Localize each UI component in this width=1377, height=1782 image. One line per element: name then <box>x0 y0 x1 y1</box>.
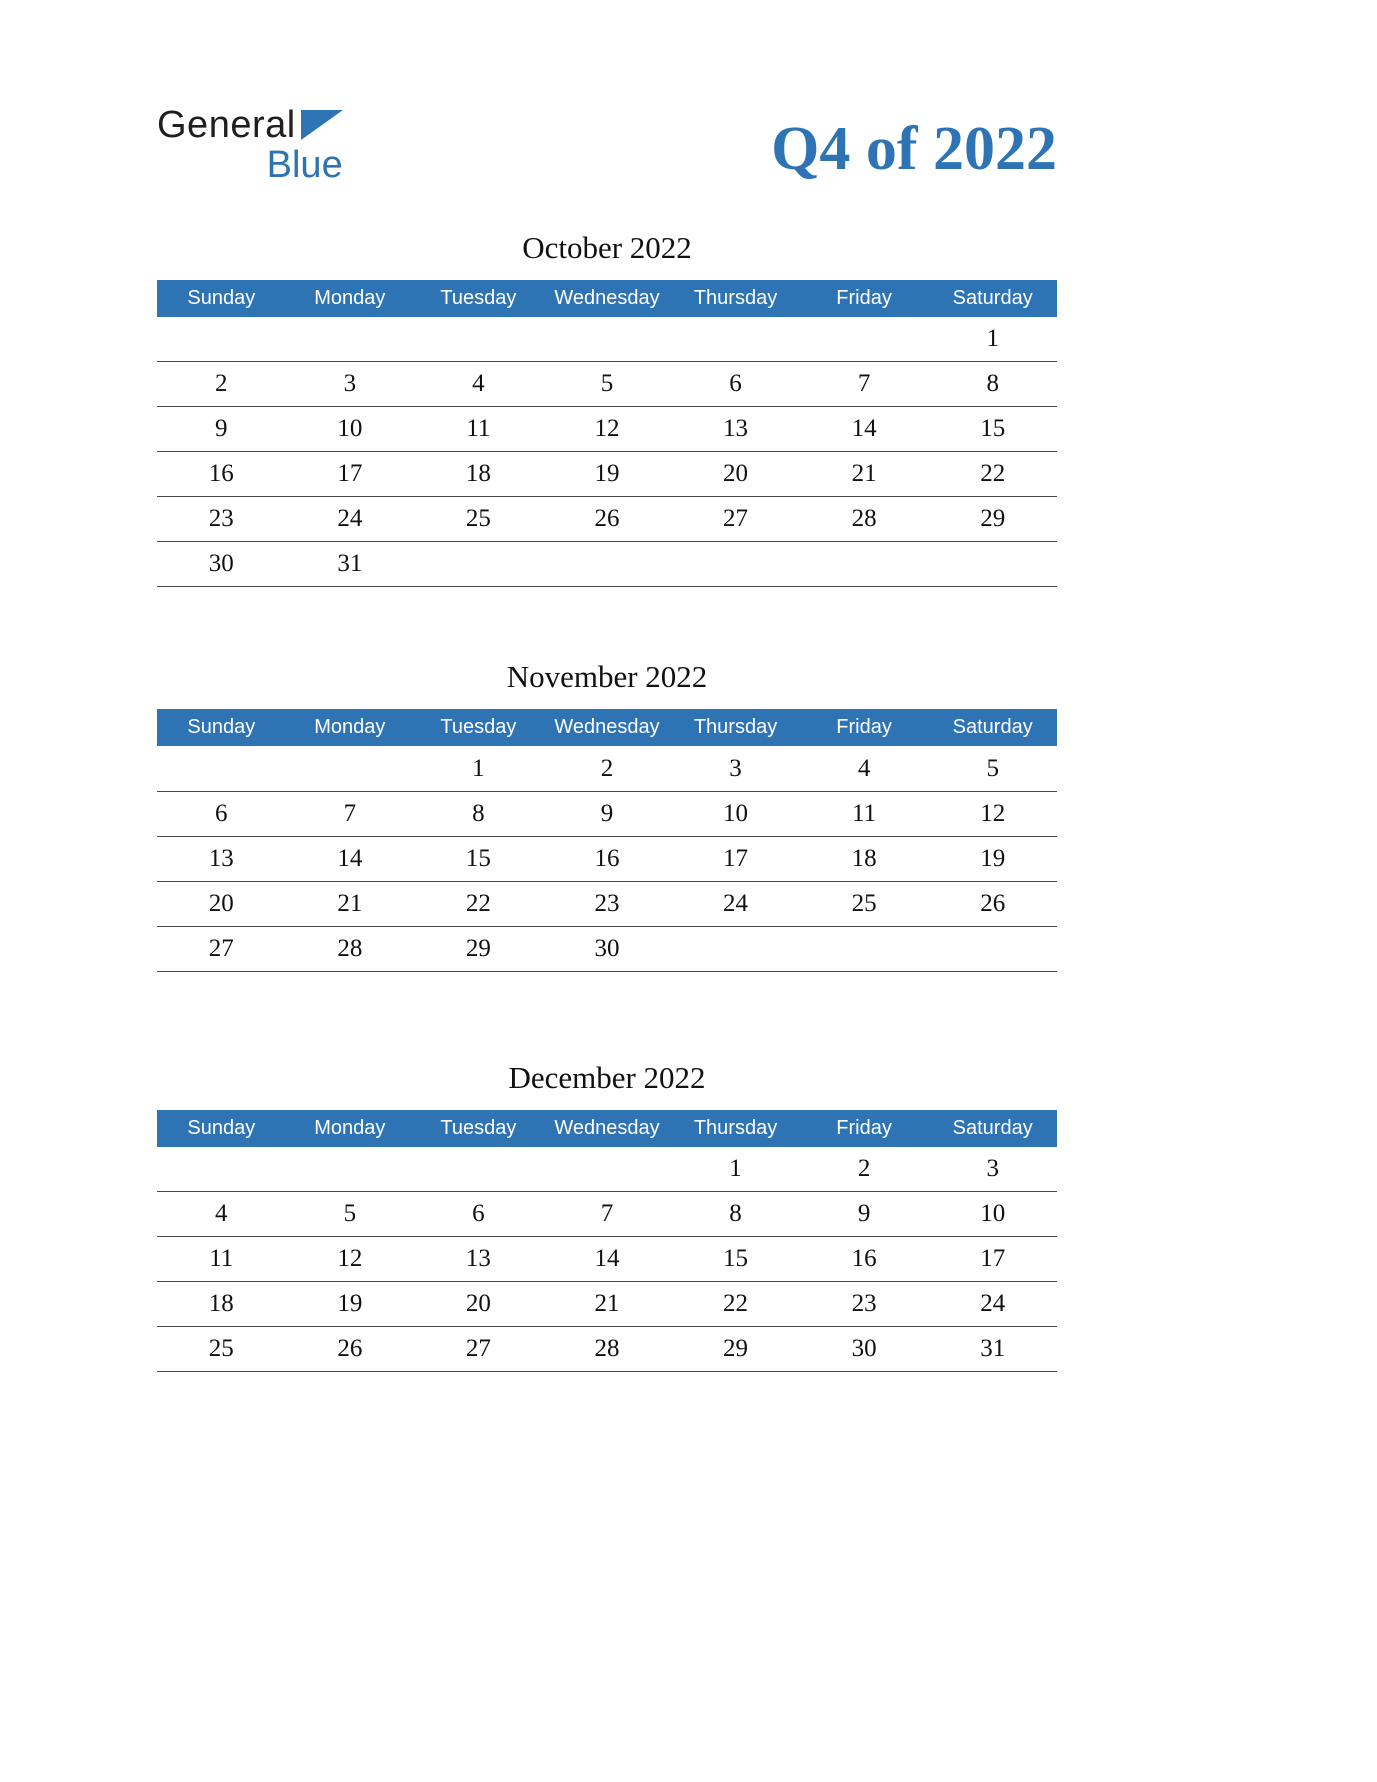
week-row <box>157 1192 1057 1237</box>
day-cell: 16 <box>543 836 672 881</box>
day-cell: 21 <box>543 1282 672 1327</box>
day-cell: 30 <box>157 542 286 587</box>
empty-day-cell <box>543 542 672 587</box>
logo-line-1 <box>157 106 343 146</box>
weekday-header-friday: Friday <box>800 1110 929 1147</box>
day-cell: 17 <box>928 1237 1057 1282</box>
empty-day-cell <box>928 542 1057 587</box>
day-cell: 9 <box>543 791 672 836</box>
day-cell: 30 <box>800 1327 929 1372</box>
day-cell: 5 <box>928 746 1057 791</box>
day-cell: 12 <box>928 791 1057 836</box>
day-cell: 5 <box>286 1192 415 1237</box>
empty-day-cell <box>414 317 543 362</box>
month-title: December 2022 <box>508 1059 706 1095</box>
day-cell: 3 <box>928 1147 1057 1192</box>
month-section-november-2022 <box>157 659 1057 972</box>
day-cell: 27 <box>671 497 800 542</box>
quarter-title: Q4 of 2022 <box>771 115 1057 183</box>
day-cell: 29 <box>671 1327 800 1372</box>
day-cell: 16 <box>800 1237 929 1282</box>
empty-day-cell <box>414 1147 543 1192</box>
day-cell: 10 <box>928 1192 1057 1237</box>
day-cell: 22 <box>414 881 543 926</box>
day-cell: 26 <box>286 1327 415 1372</box>
day-cell: 1 <box>671 1147 800 1192</box>
week-row <box>157 1327 1057 1372</box>
day-cell: 23 <box>800 1282 929 1327</box>
weekday-header-row <box>157 709 1057 746</box>
weekday-header-friday: Friday <box>800 709 929 746</box>
week-row <box>157 746 1057 791</box>
weekday-header-sunday: Sunday <box>157 1110 286 1147</box>
day-cell: 1 <box>928 317 1057 362</box>
week-row <box>157 317 1057 362</box>
weekday-header-thursday: Thursday <box>671 709 800 746</box>
day-cell: 13 <box>157 836 286 881</box>
empty-day-cell <box>543 1147 672 1192</box>
week-row <box>157 407 1057 452</box>
day-cell: 14 <box>800 407 929 452</box>
calendar-table <box>157 709 1057 972</box>
day-cell: 25 <box>157 1327 286 1372</box>
empty-day-cell <box>157 746 286 791</box>
calendar-table <box>157 1110 1057 1373</box>
day-cell: 22 <box>671 1282 800 1327</box>
day-cell: 25 <box>414 497 543 542</box>
day-cell: 18 <box>414 452 543 497</box>
empty-day-cell <box>671 926 800 971</box>
day-cell: 4 <box>414 362 543 407</box>
weekday-header-sunday: Sunday <box>157 280 286 317</box>
weekday-header-monday: Monday <box>286 709 415 746</box>
empty-day-cell <box>414 542 543 587</box>
day-cell: 13 <box>414 1237 543 1282</box>
day-cell: 19 <box>543 452 672 497</box>
day-cell: 11 <box>800 791 929 836</box>
month-section-october-2022 <box>157 230 1057 588</box>
empty-day-cell <box>286 317 415 362</box>
day-cell: 6 <box>414 1192 543 1237</box>
page-header <box>157 106 1057 186</box>
day-cell: 26 <box>928 881 1057 926</box>
general-blue-logo <box>157 106 343 186</box>
day-cell: 14 <box>543 1237 672 1282</box>
day-cell: 2 <box>800 1147 929 1192</box>
day-cell: 8 <box>671 1192 800 1237</box>
day-cell: 17 <box>286 452 415 497</box>
day-cell: 16 <box>157 452 286 497</box>
day-cell: 15 <box>671 1237 800 1282</box>
week-row <box>157 926 1057 971</box>
day-cell: 7 <box>286 791 415 836</box>
day-cell: 5 <box>543 362 672 407</box>
week-row <box>157 1237 1057 1282</box>
day-cell: 31 <box>928 1327 1057 1372</box>
day-cell: 18 <box>157 1282 286 1327</box>
day-cell: 6 <box>157 791 286 836</box>
day-cell: 21 <box>286 881 415 926</box>
day-cell: 9 <box>800 1192 929 1237</box>
day-cell: 1 <box>414 746 543 791</box>
weekday-header-saturday: Saturday <box>928 1110 1057 1147</box>
weekday-header-row <box>157 1110 1057 1147</box>
day-cell: 29 <box>928 497 1057 542</box>
week-row <box>157 836 1057 881</box>
empty-day-cell <box>800 317 929 362</box>
day-cell: 27 <box>414 1327 543 1372</box>
day-cell: 24 <box>286 497 415 542</box>
weekday-header-thursday: Thursday <box>671 280 800 317</box>
weekday-header-tuesday: Tuesday <box>414 709 543 746</box>
empty-day-cell <box>157 317 286 362</box>
day-cell: 7 <box>800 362 929 407</box>
weekday-header-tuesday: Tuesday <box>414 280 543 317</box>
empty-day-cell <box>800 926 929 971</box>
day-cell: 13 <box>671 407 800 452</box>
day-cell: 10 <box>286 407 415 452</box>
day-cell: 19 <box>928 836 1057 881</box>
empty-day-cell <box>928 926 1057 971</box>
page-content <box>157 0 1057 1372</box>
day-cell: 9 <box>157 407 286 452</box>
month-title: November 2022 <box>506 659 708 695</box>
weekday-header-thursday: Thursday <box>671 1110 800 1147</box>
day-cell: 23 <box>543 881 672 926</box>
day-cell: 6 <box>671 362 800 407</box>
day-cell: 26 <box>543 497 672 542</box>
empty-day-cell <box>671 317 800 362</box>
day-cell: 4 <box>157 1192 286 1237</box>
day-cell: 24 <box>928 1282 1057 1327</box>
months-container <box>157 230 1057 1373</box>
day-cell: 23 <box>157 497 286 542</box>
logo-text-blue: Blue <box>266 143 343 186</box>
week-row <box>157 791 1057 836</box>
day-cell: 21 <box>800 452 929 497</box>
month-title: October 2022 <box>522 229 692 265</box>
weekday-header-wednesday: Wednesday <box>543 709 672 746</box>
week-row <box>157 881 1057 926</box>
weekday-header-wednesday: Wednesday <box>543 280 672 317</box>
day-cell: 20 <box>671 452 800 497</box>
day-cell: 28 <box>286 926 415 971</box>
weekday-header-monday: Monday <box>286 280 415 317</box>
weekday-header-tuesday: Tuesday <box>414 1110 543 1147</box>
day-cell: 3 <box>671 746 800 791</box>
weekday-header-row <box>157 280 1057 317</box>
day-cell: 11 <box>157 1237 286 1282</box>
day-cell: 4 <box>800 746 929 791</box>
empty-day-cell <box>157 1147 286 1192</box>
day-cell: 30 <box>543 926 672 971</box>
day-cell: 22 <box>928 452 1057 497</box>
week-row <box>157 542 1057 587</box>
day-cell: 14 <box>286 836 415 881</box>
empty-day-cell <box>800 542 929 587</box>
weekday-header-monday: Monday <box>286 1110 415 1147</box>
day-cell: 20 <box>414 1282 543 1327</box>
day-cell: 8 <box>414 791 543 836</box>
empty-day-cell <box>543 317 672 362</box>
logo-text-general: General <box>157 104 296 146</box>
week-row <box>157 497 1057 542</box>
empty-day-cell <box>286 1147 415 1192</box>
week-row <box>157 1147 1057 1192</box>
day-cell: 29 <box>414 926 543 971</box>
day-cell: 3 <box>286 362 415 407</box>
day-cell: 20 <box>157 881 286 926</box>
empty-day-cell <box>286 746 415 791</box>
day-cell: 28 <box>543 1327 672 1372</box>
day-cell: 2 <box>543 746 672 791</box>
weekday-header-saturday: Saturday <box>928 280 1057 317</box>
day-cell: 31 <box>286 542 415 587</box>
day-cell: 2 <box>157 362 286 407</box>
day-cell: 7 <box>543 1192 672 1237</box>
day-cell: 17 <box>671 836 800 881</box>
day-cell: 25 <box>800 881 929 926</box>
weekday-header-saturday: Saturday <box>928 709 1057 746</box>
day-cell: 8 <box>928 362 1057 407</box>
day-cell: 11 <box>414 407 543 452</box>
week-row <box>157 362 1057 407</box>
day-cell: 28 <box>800 497 929 542</box>
day-cell: 24 <box>671 881 800 926</box>
empty-day-cell <box>671 542 800 587</box>
weekday-header-sunday: Sunday <box>157 709 286 746</box>
day-cell: 12 <box>286 1237 415 1282</box>
week-row <box>157 1282 1057 1327</box>
calendar-table <box>157 280 1057 588</box>
day-cell: 10 <box>671 791 800 836</box>
day-cell: 27 <box>157 926 286 971</box>
month-section-december-2022 <box>157 1060 1057 1373</box>
weekday-header-wednesday: Wednesday <box>543 1110 672 1147</box>
day-cell: 19 <box>286 1282 415 1327</box>
day-cell: 18 <box>800 836 929 881</box>
flag-triangle-icon <box>301 110 343 145</box>
day-cell: 15 <box>414 836 543 881</box>
weekday-header-friday: Friday <box>800 280 929 317</box>
day-cell: 12 <box>543 407 672 452</box>
day-cell: 15 <box>928 407 1057 452</box>
week-row <box>157 452 1057 497</box>
